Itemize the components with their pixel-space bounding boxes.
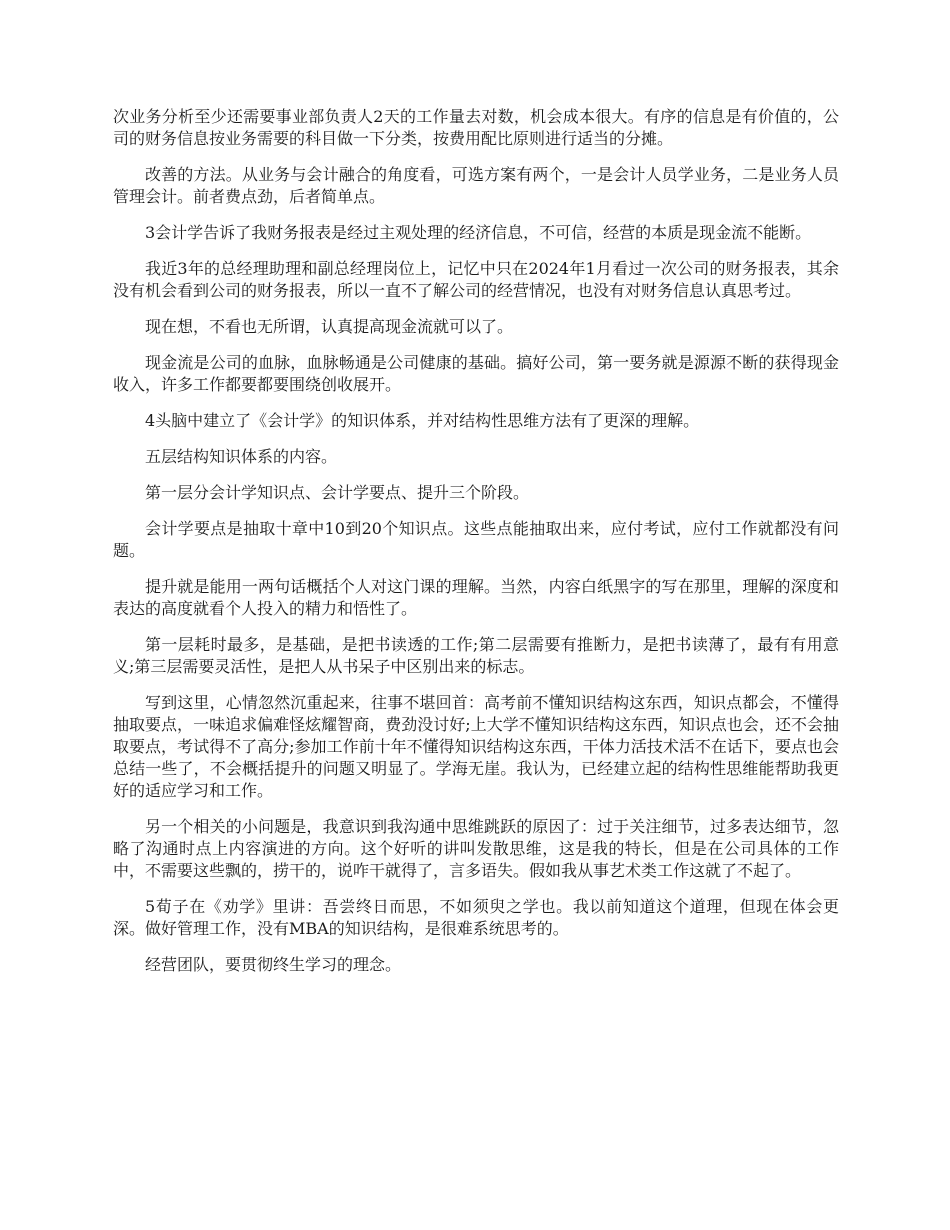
paragraph-16: 经营团队，要贯彻终生学习的理念。 [145,955,402,974]
paragraph-2: 改善的方法。从业务与会计融合的角度看，可选方案有两个，一是会计人员学业务，二是业务人员管理会计。前者费点劲，后者简单点。 [113,165,839,206]
paragraph-15: 5荀子在《劝学》里讲：吾尝终日而思，不如须臾之学也。我以前知道这个道理，但现在体会更深。做好管理工作，没有MBA的知识结构，是很难系统思考的。 [113,897,839,938]
paragraph-1: 次业务分析至少还需要事业部负责人2天的工作量去对数，机会成本很大。有序的信息是有价值的，公司的财务信息按业务需要的科目做一下分类，按费用配比原则进行适当的分摊。 [113,107,839,148]
paragraph-6: 现金流是公司的血脉，血脉畅通是公司健康的基础。搞好公司，第一要务就是源源不断的获得现金收入，许多工作都要都要围绕创收展开。 [113,353,839,394]
paragraph-3: 3会计学告诉了我财务报表是经过主观处理的经济信息，不可信，经营的本质是现金流不能断。 [145,223,812,242]
document-body [113,106,839,990]
paragraph-8: 五层结构知识体系的内容。 [145,447,338,466]
paragraph-9: 第一层分会计学知识点、会计学要点、提升三个阶段。 [145,483,530,502]
paragraph-13: 写到这里，心情忽然沉重起来，往事不堪回首：高考前不懂知识结构这东西，知识点都会，不懂得抽取要点，一味追求偏难怪炫耀智商，费劲没讨好;上大学不懂知识结构这东西，知识点也会，还不会抽取要点，考试得不了高分;参加工作前十年不懂得知识结构这东西，干体力活技术活不在话下，要点也会总结一些了，不会概括提升的问题又明显了。学海无崖。我认为，已经建立起的结构性思维能帮助我更好的适应学习和工作。 [113,693,839,800]
paragraph-14: 另一个相关的小问题是，我意识到我沟通中思维跳跃的原因了：过于关注细节，过多表达细节，忽略了沟通时点上内容演进的方向。这个好听的讲叫发散思维，这是我的特长，但是在公司具体的工作中，不需要这些飘的，捞干的，说咋干就得了，言多语失。假如我从事艺术类工作这就了不起了。 [113,817,839,880]
paragraph-10: 会计学要点是抽取十章中10到20个知识点。这些点能抽取出来，应付考试，应付工作就都没有问题。 [113,519,839,560]
paragraph-7: 4头脑中建立了《会计学》的知识体系，并对结构性思维方法有了更深的理解。 [145,411,700,430]
paragraph-12: 第一层耗时最多，是基础，是把书读透的工作;第二层需要有推断力，是把书读薄了，最有有用意义;第三层需要灵活性，是把人从书呆子中区别出来的标志。 [113,635,839,676]
paragraph-5: 现在想，不看也无所谓，认真提高现金流就可以了。 [145,317,514,336]
paragraph-11: 提升就是能用一两句话概括个人对这门课的理解。当然，内容白纸黑字的写在那里，理解的深度和表达的高度就看个人投入的精力和悟性了。 [113,577,839,618]
paragraph-4: 我近3年的总经理助理和副总经理岗位上，记忆中只在2024年1月看过一次公司的财务报表，其余没有机会看到公司的财务报表，所以一直不了解公司的经营情况，也没有对财务信息认真思考过。 [113,259,839,300]
